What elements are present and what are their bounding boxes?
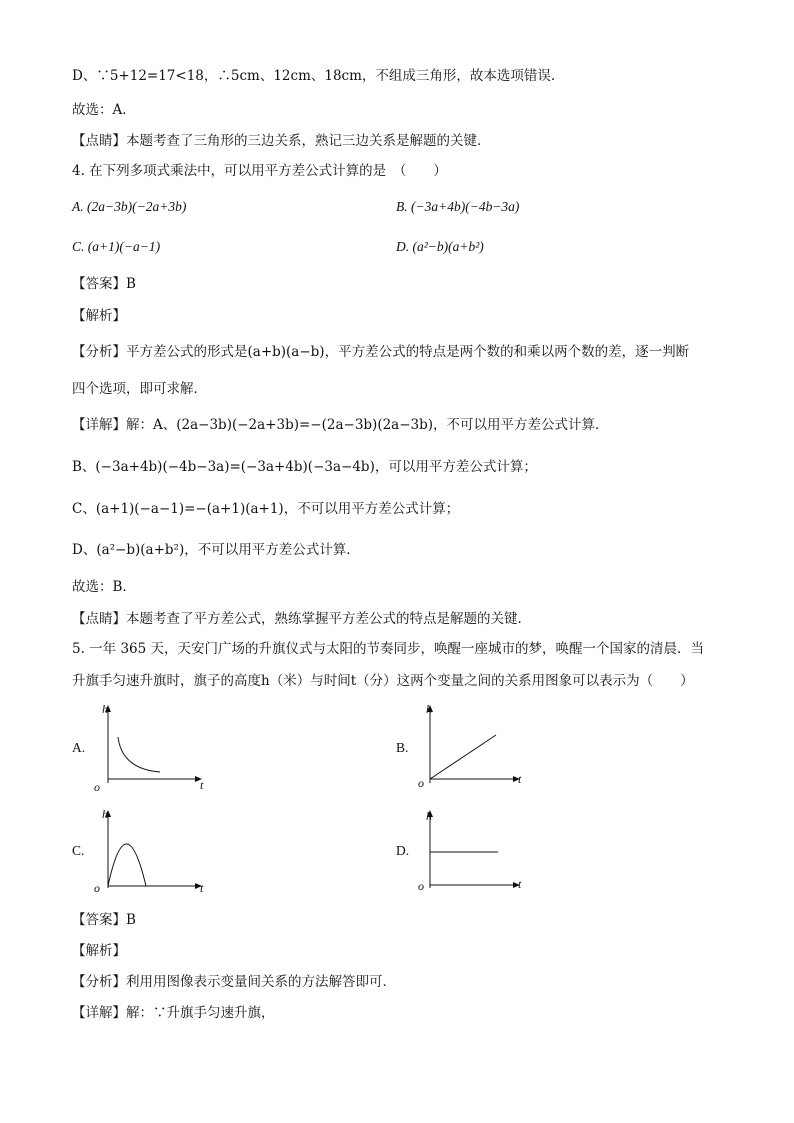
- analysis-label: 【解析】: [72, 308, 126, 324]
- graph-d: [412, 808, 542, 898]
- curve: [108, 844, 146, 886]
- graph-a: [90, 703, 220, 793]
- option-4a: A. (2a−3b)(−2a+3b): [72, 199, 187, 214]
- origin: o: [418, 776, 424, 790]
- axis-h: h: [426, 809, 432, 823]
- question-4: 4. 在下列多项式乘法中，可以用平方差公式计算的是 （ ）: [72, 163, 447, 179]
- axis-h: h: [426, 703, 432, 716]
- text-line: 【点睛】本题考查了平方差公式，熟练掌握平方差公式的特点是解题的关键．: [72, 611, 531, 627]
- detail-text: D、(a²−b)(a+b²)，不可以用平方差公式计算．: [72, 542, 360, 558]
- analysis-text: 四个选项，即可求解．: [72, 381, 207, 397]
- graph-c: [90, 808, 220, 898]
- origin: o: [94, 881, 100, 895]
- axis-t: t: [200, 881, 204, 895]
- option-4b: B. (−3a+4b)(−4b−3a): [396, 199, 520, 214]
- axis-t: t: [518, 877, 522, 891]
- option-4c: C. (a+1)(−a−1): [72, 239, 161, 254]
- analysis-text: 【分析】利用用图像表示变量间关系的方法解答即可．: [72, 974, 396, 990]
- origin: o: [418, 879, 424, 893]
- answer-label: 【答案】B: [72, 276, 136, 292]
- text-line: 故选：A．: [72, 102, 136, 118]
- graph-d-label: D.: [396, 843, 410, 858]
- axis-t: t: [200, 778, 204, 792]
- axis-h: h: [102, 703, 108, 716]
- graph-b-label: B.: [396, 740, 409, 755]
- option-4d: D. (a²−b)(a+b²): [396, 239, 484, 254]
- axis-t: t: [518, 772, 522, 786]
- detail-text: B、(−3a+4b)(−4b−3a)=(−3a+4b)(−3a−4b)，可以用平方差公式计算；: [72, 459, 537, 475]
- graph-b: [412, 703, 542, 793]
- analysis-text: 【分析】平方差公式的形式是(a+b)(a−b)，平方差公式的特点是两个数的和乘以两个数的差，逐一判断: [72, 344, 690, 360]
- detail-text: C、(a+1)(−a−1)=−(a+1)(a+1)，不可以用平方差公式计算；: [72, 501, 460, 517]
- origin: o: [94, 780, 100, 793]
- graph-c-label: C.: [72, 843, 85, 858]
- curve: [118, 737, 160, 772]
- answer-label: 【答案】B: [72, 912, 136, 928]
- line: [430, 735, 496, 779]
- detail-text: 【详解】解：∵升旗手匀速升旗，: [72, 1005, 275, 1021]
- axis-h: h: [102, 808, 108, 821]
- graph-a-label: A.: [72, 740, 86, 755]
- question-5: 5. 一年 365 天，天安门广场的升旗仪式与太阳的节奏同步，唤醒一座城市的梦，唤醒一个国家的清晨．当: [72, 641, 705, 657]
- question-5: 升旗手匀速升旗时，旗子的高度h（米）与时间t（分）这两个变量之间的关系用图象可以表示为（ ）: [72, 673, 694, 689]
- analysis-label: 【解析】: [72, 943, 126, 959]
- text-line: 故选：B．: [72, 579, 136, 595]
- text-line: 【点睛】本题考查了三角形的三边关系，熟记三边关系是解题的关键．: [72, 133, 491, 149]
- text-line: D、∵5+12=17<18，∴5cm、12cm、18cm，不组成三角形，故本选项错误.: [72, 68, 556, 84]
- detail-text: 【详解】解：A、(2a−3b)(−2a+3b)=−(2a−3b)(2a−3b)，不可以用平方差公式计算．: [72, 417, 609, 433]
